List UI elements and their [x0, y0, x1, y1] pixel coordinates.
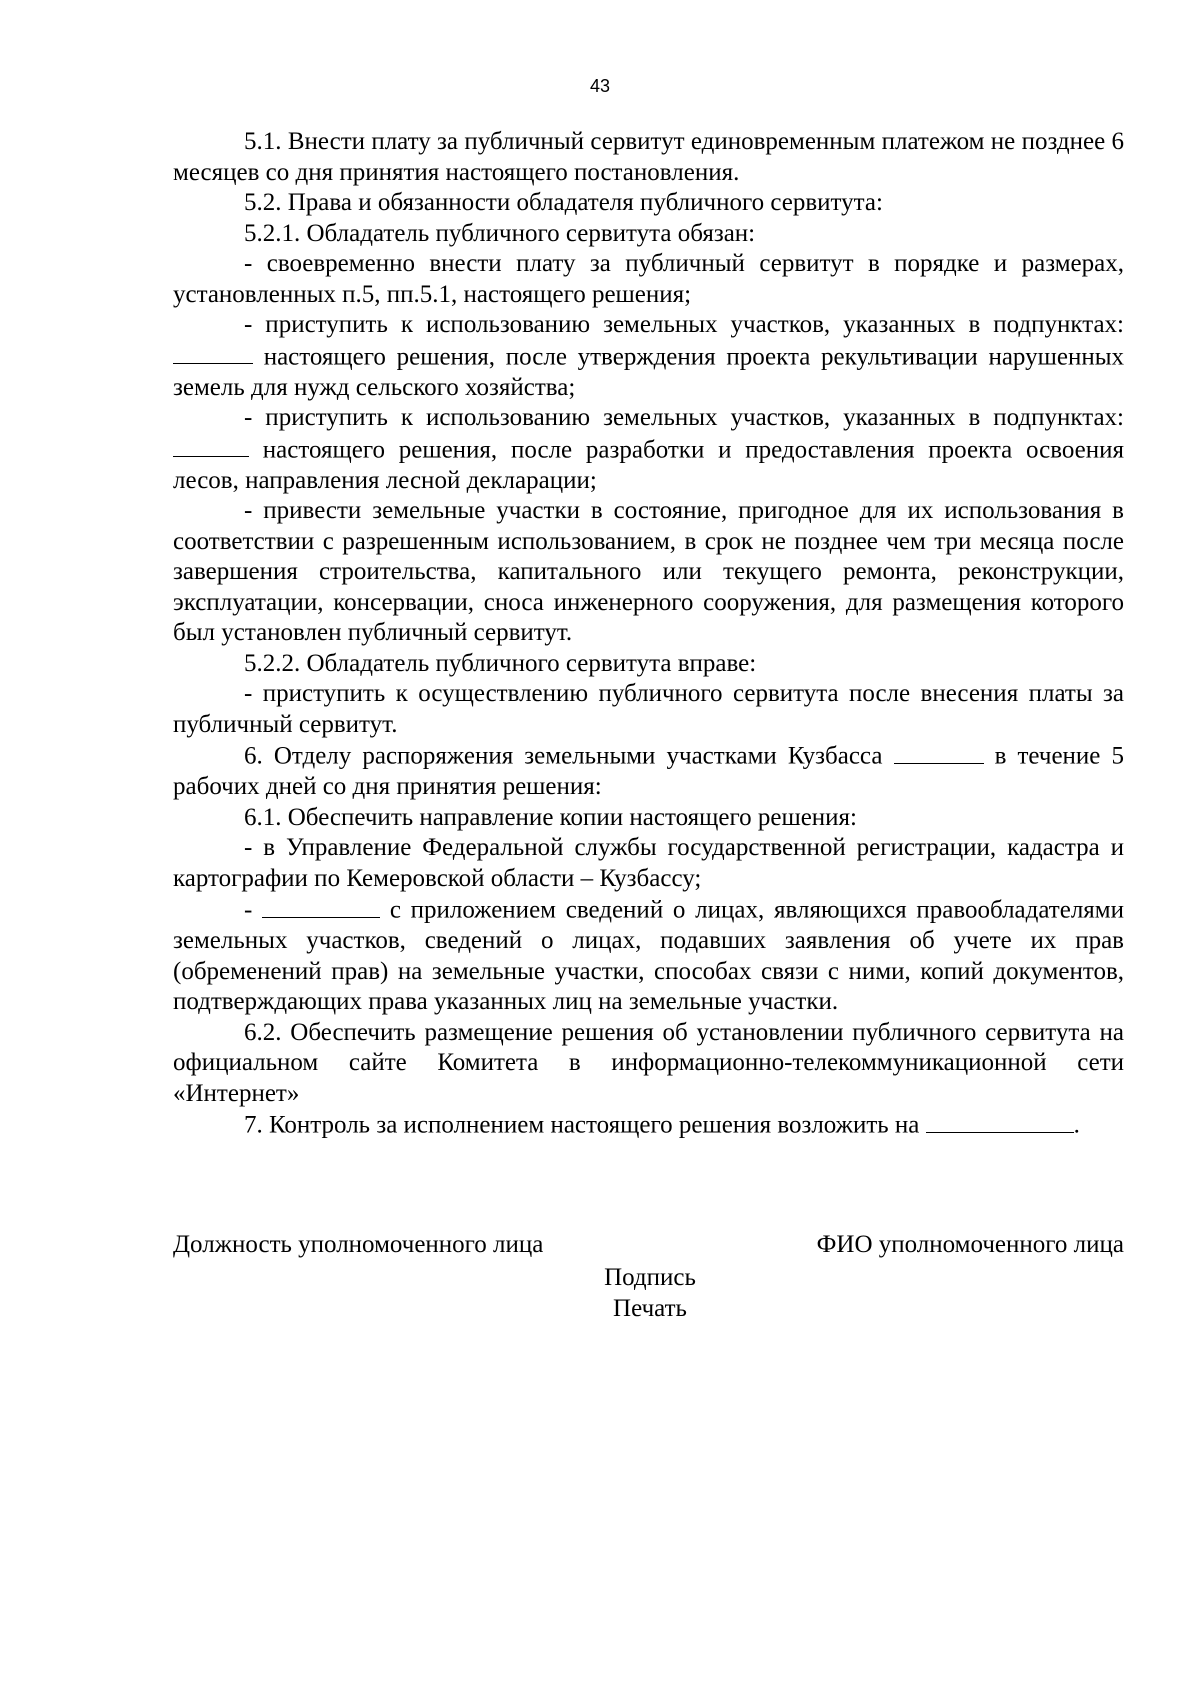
paragraph-obligation-forest [173, 403, 1124, 496]
paragraph-text: 6. Отделу распоряжения земельными участками Кузбасса [244, 742, 894, 770]
paragraph-text: настоящего решения, после разработки и предоставления проекта освоения лесов, направления лесной декларации; [173, 436, 1124, 494]
signature-label: Подпись [604, 1264, 696, 1291]
paragraph-5-1: 5.1. Внести плату за публичный сервитут единовременным платежом не позднее 6 месяцев со дня принятия настоящего постановления. [173, 128, 1124, 186]
paragraph-text: настоящего решения, после утверждения проекта рекультивации нарушенных земель для нужд сельского хозяйства; [173, 343, 1124, 401]
stamp-label: Печать [613, 1295, 687, 1322]
signatory-position: Должность уполномоченного лица [173, 1231, 544, 1258]
blank-line [173, 341, 253, 365]
paragraph-text: 7. Контроль за исполнением настоящего решения возложить на [244, 1111, 926, 1139]
document-body [173, 127, 1124, 1141]
paragraph-obligation-payment: - своевременно внести плату за публичный сервитут в порядке и размерах, установленных п.5, пп.5.1, настоящего решения; [173, 250, 1124, 308]
paragraph-obligation-recultivation [173, 310, 1124, 403]
paragraph-7 [173, 1109, 1124, 1141]
paragraph-5-2-2: 5.2.2. Обладатель публичного сервитута вправе: [244, 649, 757, 677]
blank-line [894, 740, 984, 764]
paragraph-text: - приступить к использованию земельных участков, указанных в подпунктах: [244, 311, 1124, 338]
blank-line [926, 1109, 1074, 1133]
blank-line [173, 434, 249, 458]
paragraph-6-1: 6.1. Обеспечить направление копии настоящего решения: [244, 803, 857, 831]
paragraph-rosreestr: - в Управление Федеральной службы государственной регистрации, кадастра и картографии по Кемеровской области – Кузбассу; [173, 834, 1124, 892]
paragraph-text: с приложением сведений о лицах, являющихся правообладателями земельных участков, сведений о лицах, подавших заявления об учете их прав (обременений прав) на земельные участки, способах связи с ними, копий документов, подтверждающих права указанных лиц на земельные участки. [173, 896, 1125, 1015]
page-number: 43 [589, 76, 611, 96]
paragraph-6-2: 6.2. Обеспечить размещение решения об установлении публичного сервитута на официальном сайте Комитета в информационно-телекоммуникационной сети «Интернет» [173, 1018, 1124, 1107]
paragraph-text: - приступить к использованию земельных участков, указанных в подпунктах: [244, 404, 1124, 431]
paragraph-text: - [244, 896, 263, 924]
paragraph-obligation-restore: - привести земельные участки в состояние, пригодное для их использования в соответствии с разрешенным использованием, в срок не позднее чем три месяца после завершения строительства, капитального или текущего ремонта, реконструкции, эксплуатации, консервации, сноса инженерного сооружения, для размещения которого был установлен публичный сервитут. [173, 497, 1124, 646]
blank-line [262, 894, 380, 918]
paragraph-text: в течение 5 рабочих дней со дня принятия решения: [173, 742, 1124, 800]
paragraph-5-2-1: 5.2.1. Обладатель публичного сервитута обязан: [244, 219, 756, 247]
paragraph-right-start: - приступить к осуществлению публичного сервитута после внесения платы за публичный сервитут. [173, 680, 1124, 738]
paragraph-text: . [1073, 1111, 1080, 1139]
paragraph-copies [173, 894, 1124, 1018]
paragraph-6 [173, 740, 1124, 803]
signatory-name: ФИО уполномоченного лица [816, 1231, 1124, 1258]
signature-block [173, 1230, 1124, 1260]
paragraph-5-2: 5.2. Права и обязанности обладателя публичного сервитута: [244, 189, 883, 216]
